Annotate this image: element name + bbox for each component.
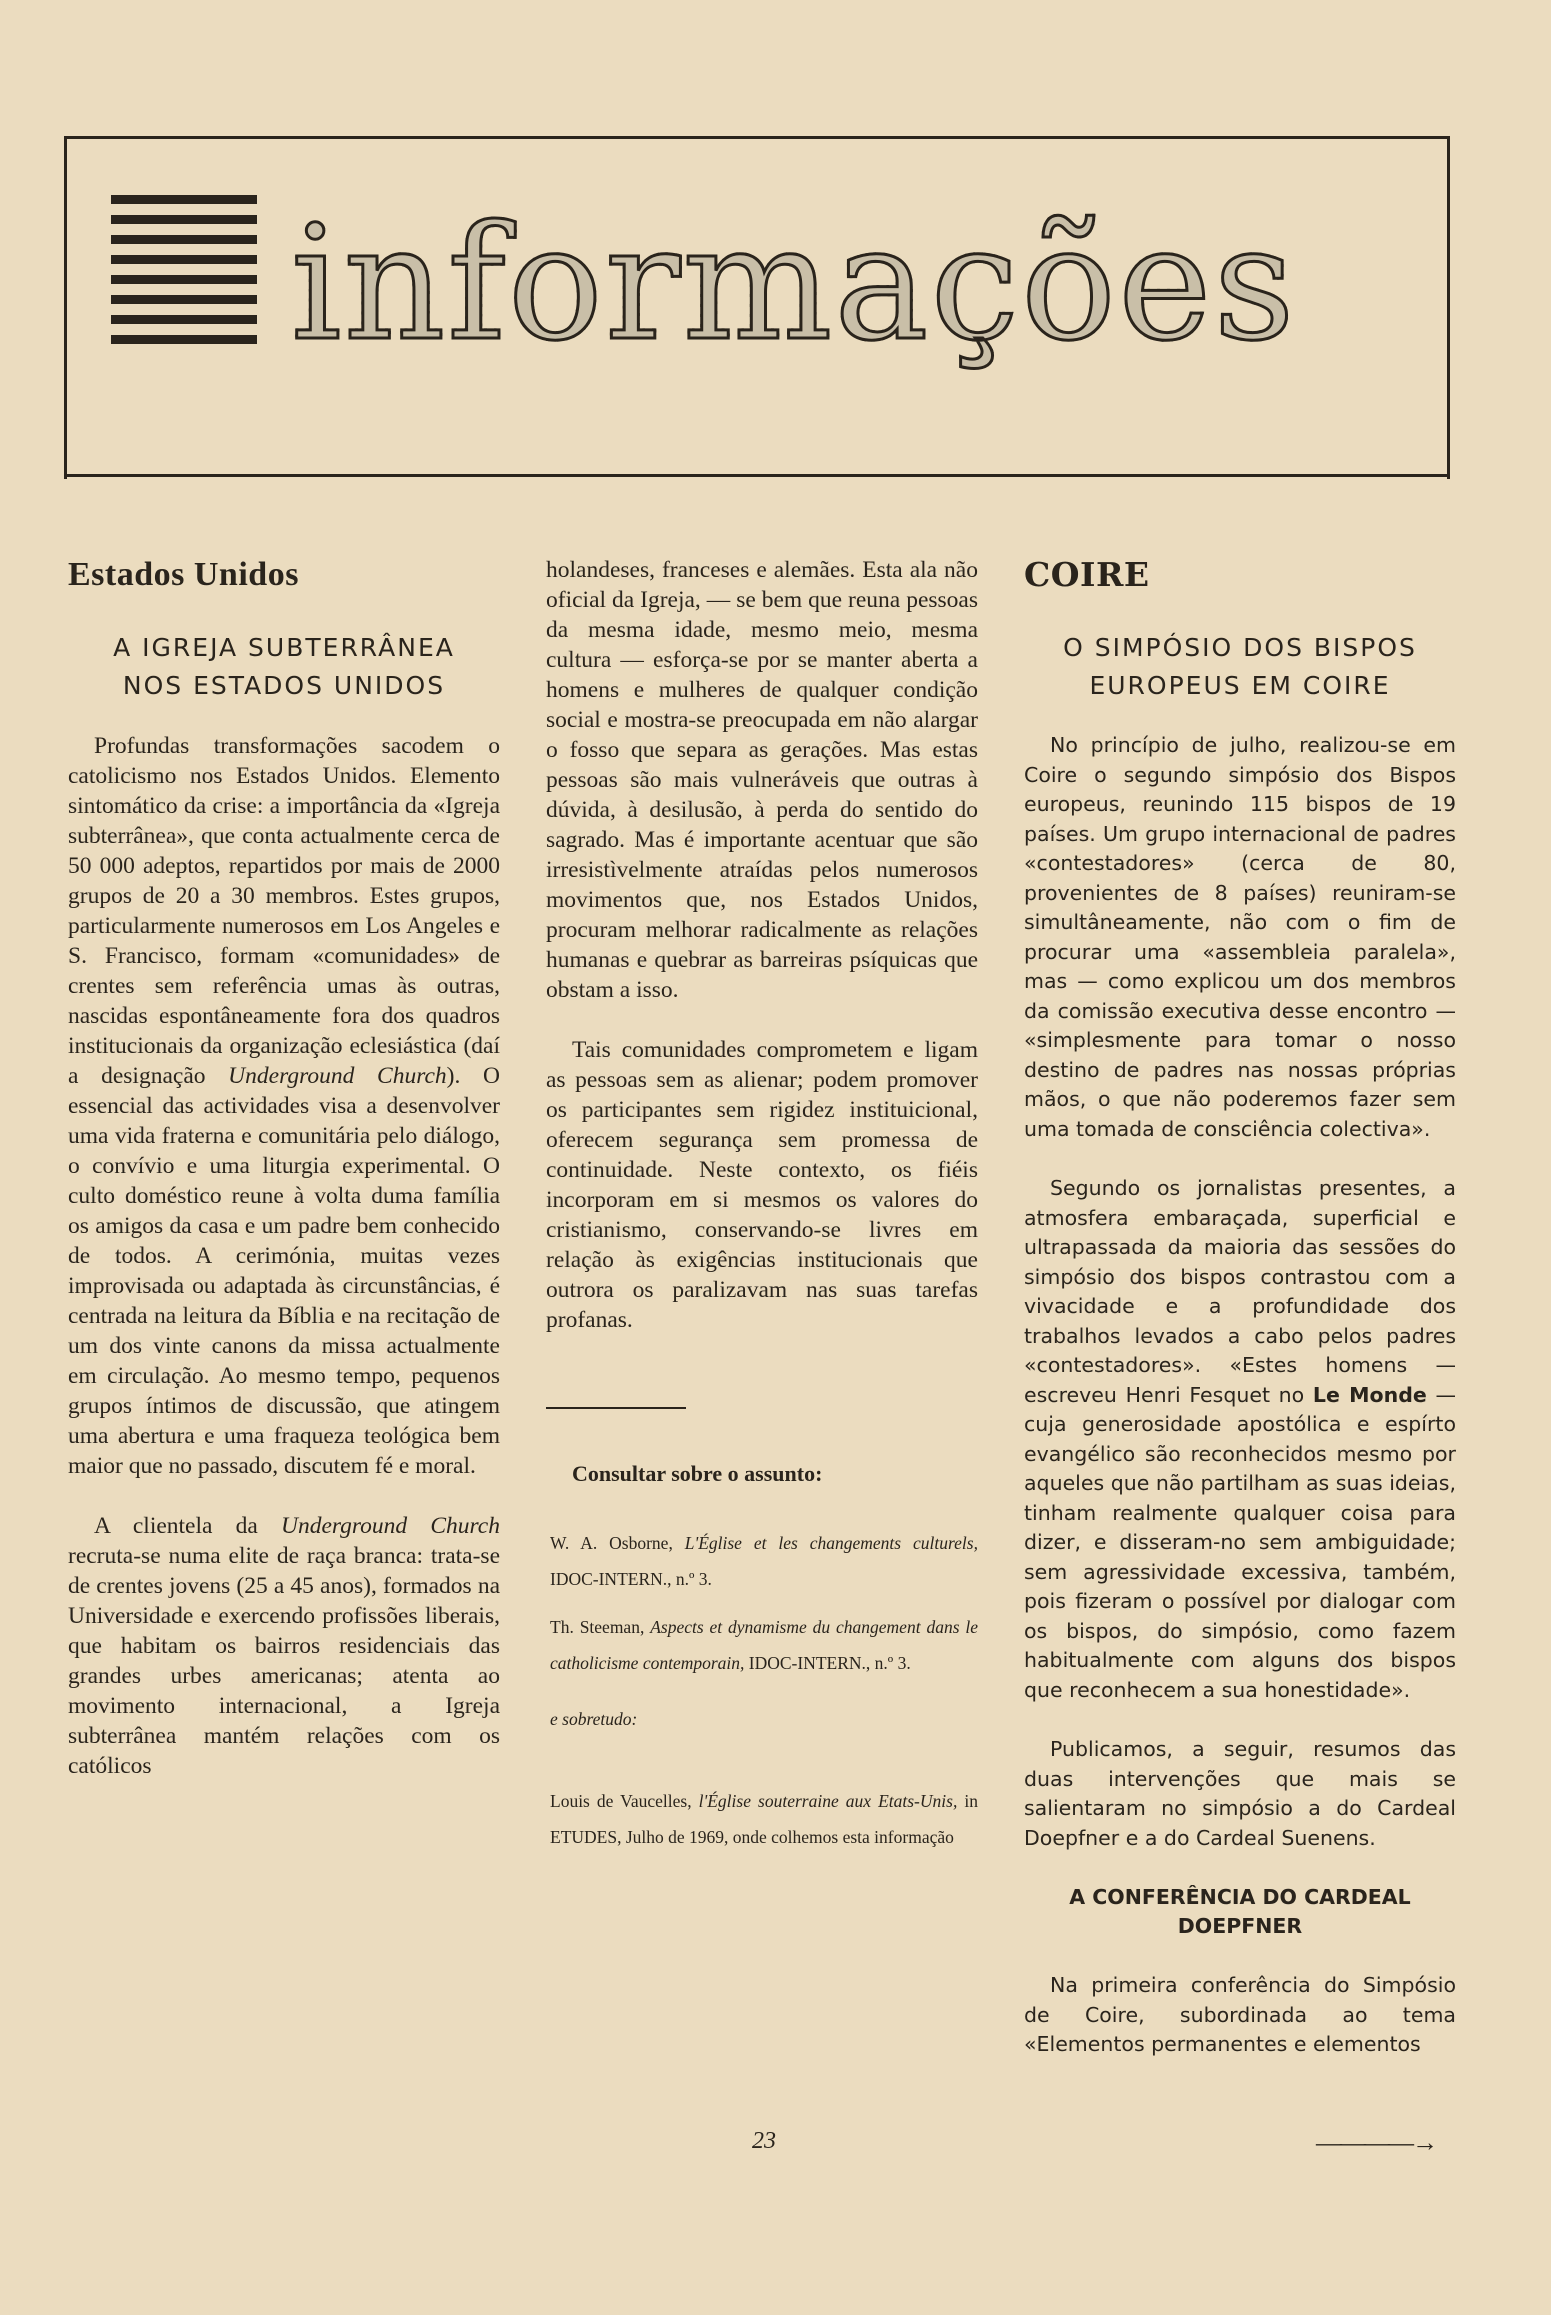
references-heading: Consultar sobre o assunto: [572, 1461, 823, 1486]
reference-item: Louis de Vaucelles, l'Église souterraine aux Etats-Unis, in ETUDES, Julho de 1969, onde colhemos esta informação [550, 1791, 978, 1847]
page-number: 23 [752, 2128, 776, 2154]
stripes-ornament-icon [111, 195, 257, 355]
reference-item: W. A. Osborne, L'Église et les changements culturels, IDOC-INTERN., n.º 3. [550, 1533, 978, 1589]
paragraph: Tais comunidades comprometem e ligam as pessoas sem as alienar; podem promover os participantes sem rigidez instituicional, oferecem segurança sem promessa de continuidade. Neste contexto, os fiéis incorporam em si mesmos os valores do cristianismo, conservando-se livres em relação às exigências institucionais que outrora os paralizavam nas suas tarefas profanas. [546, 1037, 978, 1333]
section-title-estados-unidos: Estados Unidos [68, 556, 299, 593]
reference-note: e sobretudo: [550, 1709, 638, 1729]
column-1 [68, 555, 500, 1781]
subheading: A CONFERÊNCIA DO CARDEAL DOEPFNER [1069, 1885, 1411, 1938]
references-list [546, 1525, 978, 1855]
headline-line-2: EUROPEUS EM COIRE [1089, 671, 1391, 700]
banner-bottom-rule [64, 474, 1450, 477]
headline-line-2: NOS ESTADOS UNIDOS [122, 671, 446, 700]
column-3 [1024, 555, 1456, 2060]
paragraph: holandeses, franceses e alemães. Esta ala não oficial da Igreja, — se bem que reuna pessoas da mesma idade, mesmo meio, mesma cultura — esforça-se por se manter aberta a homens e mulheres de qualquer condição social e mostra-se preocupada em não alargar o fosso que separa as gerações. Mas estas pessoas são mais vulneráveis que outras à dúvida, à desilusão, à perda do sentido do sagrado. Mas é importante acentuar que são irresistìvelmente atraídas pelos numerosos movimentos que, nos Estados Unidos, procuram melhorar radicalmente as relações humanas e quebrar as barreiras psíquicas que obstam a isso. [546, 557, 978, 1003]
paragraph: Profundas transformações sacodem o catolicismo nos Estados Unidos. Elemento sintomático da crise: a importância da «Igreja subterrânea», que conta actualmente cerca de 50 000 adeptos, repartidos por mais de 2000 grupos de 20 a 30 membros. Estes grupos, particularmente numerosos em Los Angeles e S. Francisco, formam «comunidades» de crentes sem referência umas às outras, nascidas espontâneamente fora dos quadros institucionais da organização eclesiástica (daí a designação Underground Church). O essencial das actividades visa a desenvolver uma vida fraterna e comunitária pelo diálogo, o convívio e uma liturgia experimental. O culto doméstico reune à volta duma família os amigos da casa e um padre bem conhecido de todos. A cerimónia, muitas vezes improvisada ou adaptada às circunstâncias, é centrada na leitura da Bíblia e na recitação de um dos vinte canons da missa actualmente em circulação. Ao mesmo tempo, pequenos grupos íntimos de discussão, que atingem uma abertura e uma fraqueza teológica bem maior que no passado, discutem fé e moral. [68, 733, 501, 1479]
section-title-coire: COIRE [1024, 555, 1150, 594]
continue-arrow-icon: ————→ [1316, 2128, 1436, 2157]
paragraph: Publicamos, a seguir, resumos das duas intervenções que mais se salientaram no simpósio a do Cardeal Doepfner e a do Cardeal Suenens. [1024, 1737, 1456, 1850]
masthead-title: informações [291, 192, 1297, 376]
article-headline [1024, 629, 1456, 705]
divider [546, 1407, 686, 1409]
article-headline [68, 629, 500, 705]
column-2 [546, 555, 978, 1855]
paragraph: Segundo os jornalistas presentes, a atmosfera embaraçada, superficial e ultrapassada da maioria das sessões do simpósio dos bispos contrastou com a vivacidade e a profundidade dos trabalhos levados a cabo pelos padres «contestadores». «Estes homens — escreveu Henri Fesquet no Le Monde — cuja generosidade apostólica e espírto evangélico são reconhecidos mesmo por aqueles que não partilham as suas ideias, tinham realmente qualquer coisa para dizer, e disseram-no sem ambiguidade; sem agressividade excessiva, também, pois fizeram o possível por dialogar com os bispos, do simpósio, como fazem habitualmente com alguns dos bispos que reconhecem a sua honestidade». [1024, 1176, 1456, 1702]
masthead-banner [64, 136, 1450, 479]
headline-line-1: A IGREJA SUBTERRÂNEA [113, 633, 455, 662]
headline-line-1: O SIMPÓSIO DOS BISPOS [1063, 633, 1417, 662]
paragraph: A clientela da Underground Church recruta-se numa elite de raça branca: trata-se de crentes jovens (25 a 45 anos), formados na Universidade e exercendo profissões liberais, que habitam os bairros residenciais das grandes urbes americanas; atenta ao movimento internacional, a Igreja subterrânea mantém relações com os católicos [68, 1513, 500, 1779]
paragraph: No princípio de julho, realizou-se em Coire o segundo simpósio dos Bispos europeus, reunindo 115 bispos de 19 países. Um grupo internacional de padres «contestadores» (cerca de 80, provenientes de 8 países) reuniram-se simultâneamente, não com o fim de procurar uma «assembleia paralela», mas — como explicou um dos membros da comissão executiva desse encontro — «simplesmente para tomar o nosso destino de padres nas nossas próprias mãos, o que não poderemos fazer sem uma tomada de consciência colectiva». [1024, 733, 1456, 1141]
reference-item: Th. Steeman, Aspects et dynamisme du changement dans le catholicisme contemporain, IDOC-INTERN., n.º 3. [550, 1617, 979, 1673]
paragraph: Na primeira conferência do Simpósio de Coire, subordinada ao tema «Elementos permanentes e elementos [1024, 1973, 1456, 2056]
